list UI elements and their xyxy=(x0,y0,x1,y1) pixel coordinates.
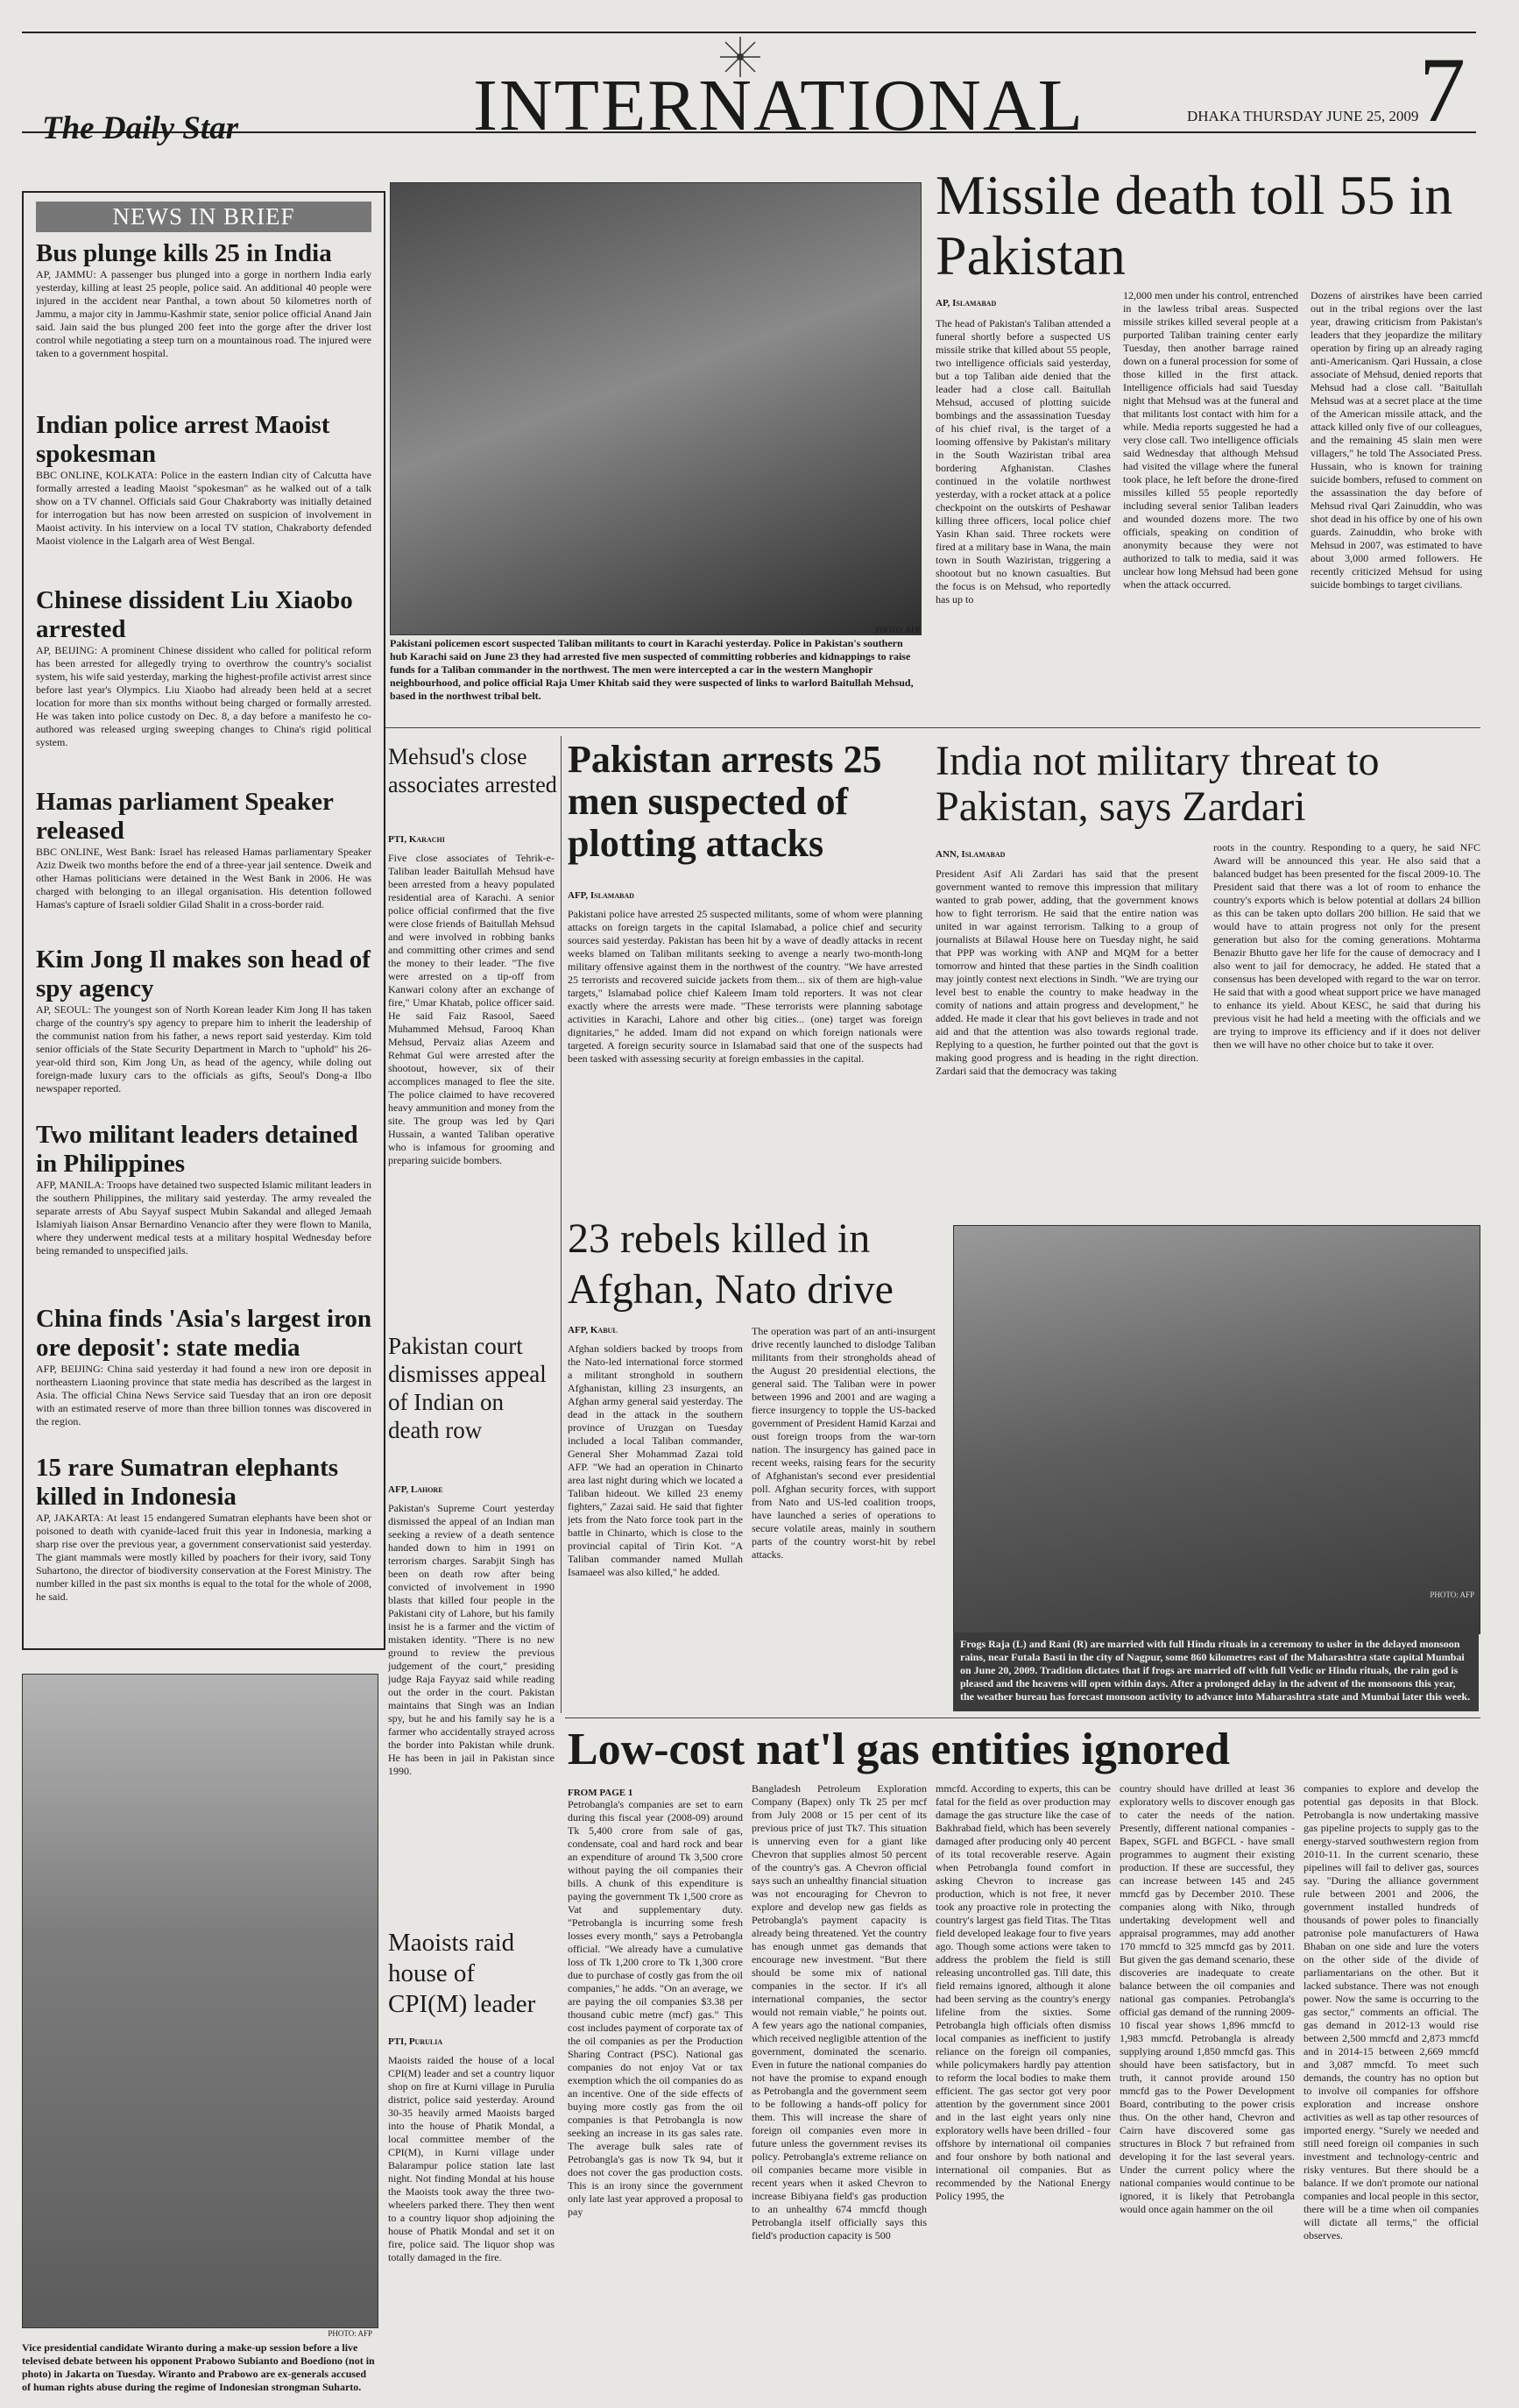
brief-title: Kim Jong Il makes son head of spy agency xyxy=(36,945,371,1002)
brief-item xyxy=(36,411,371,586)
brief-title: China finds 'Asia's largest iron ore deposit': state media xyxy=(36,1305,371,1362)
afghan-col-2: The operation was part of an anti-insurgent drive recently launched to dislodge Taliban militants from their strongholds ahead of the August 20 presidential elections, the general said. The Taliban were in power between 1996 and 2001 and are waging a fierce insurgency to topple the US-backed government of President Hamid Karzai and oust foreign troops from the war-torn nation. The insurgency has gained pace in recent weeks, raising fears for the security of Afghanistan's second ever presidential poll. Afghan security forces, with support from Nato and US-led coalition troops, have launched a series of operations to secure volatile areas, mainly in southern parts of the country worst-hit by rebel attacks. xyxy=(752,1325,936,1561)
gas-col-2: Bangladesh Petroleum Exploration Company (Bapex) only Tk 25 per mcf from July 2008 or 15 per cent of its previous price of just Tk7. This situation is unnerving even for a giant like Chevron that supplies almost 50 percent of the country's gas. A Chevron official says such an unhealthy financial situation was not encouraging for Chevron to explore and develop new gas fields as Petrobangla's payment capacity is already being threatened. Yet the country has enough unmet gas demands that encourage new investment. "But there should be some mix of national companies in the sector. If it's all international companies, the sector would not remain viable," he points out. A few years ago the national companies, which received negligible attention of the government, dominated the scenario. Even in future the national companies do not have the promise to expand enough as Petrobangla and the government seem to be following a hands-off policy for them. This will increase the share of foreign oil companies even more in future unless the government revises its policy. Petrobangla's extreme reliance on oil companies became more visible in recent years when it asked Chevron to increase Bibiyana field's gas production to an unhealthy 674 mmcfd though Petrobangla itself officially says this field's production capacity is 500 xyxy=(752,1782,927,2242)
death-row-headline: Pakistan court dismisses appeal of Indian on death row xyxy=(388,1333,547,1443)
brief-item xyxy=(36,945,371,1121)
gas-kicker: FROM PAGE 1 xyxy=(568,1788,633,1798)
news-in-brief-header: NEWS IN BRIEF xyxy=(36,202,371,232)
karachi-court-photo xyxy=(390,182,922,635)
dateline: DHAKA THURSDAY JUNE 25, 2009 xyxy=(1187,108,1419,124)
page-number: 7 xyxy=(1419,39,1466,141)
brief-item xyxy=(36,788,371,945)
missile-headline: Missile death toll 55 in Pakistan xyxy=(936,164,1453,287)
zardari-col-2: roots in the country. Responding to a query, he said NFC Award will be announced this year. He also said that a balanced budget has been presented for the fiscal 2009-10. The President said that there was a lot of room to enhance the country's exports which is below potential at dollars 24 billion as this can be taken upto dollars 200 billion. He said that we would have to attain progress not only for the present generation but also for the coming generations. Mohtarma Benazir Bhutto gave her life for the cause of democracy and I also went to jail for democracy, he added. He stated that a consensus has been developed with regard to the war on terror. He said that with a good wheat support price we have managed to enhance its yield. About KESC, he said that during his previous visit he had held a meeting with the officials and we are trying to improve its efficiency and if it does not deliver then we will have no other choice but to take it over. xyxy=(1213,841,1480,1051)
gas-col-3: mmcfd. According to experts, this can be fatal for the field as over production may damage the gas structure like the case of Bakhrabad field, which has been severely damaged after producing only 40 percent of its total recoverable reserve. Again when Petrobangla found comfort in asking Chevron to increase gas production, which is not free, it never took any proactive role in protecting the country's largest gas field Titas. The Titas field developed leakage four to five years ago. Though some actions were taken to address the problem the field is still releasing uncontrolled gas. Till date, this field remains ignored, although it alone had been serving as the country's energy lifeline from the sixties. Some Petrobangla high officials often dismiss local companies as inefficient to justify reliance on the foreign oil companies, while policymakers hardly pay attention to reform the local bodies to make them efficient. The gas sector got very poor attention by the government since 2001 and in the last eight years only nine exploratory wells have been drilled - four offshore by international oil companies and four onshore by both national and international oil companies. But as recommended by the National Energy Policy 1995, the xyxy=(936,1782,1111,2202)
gas-headline: Low-cost nat'l gas entities ignored xyxy=(568,1725,1230,1774)
brief-text: AFP, MANILA: Troops have detained two suspected Islamic militant leaders in the southern Philippines, the military said yesterday. The army revealed the separate arrests of Abu Sayyaf suspect Mubin Sakandal and alleged Jemaah Islamiyah liaison Ansar Bernardino Venancio after they were flown to Manila, where they underwent medical tests at a military hospital Wednesday before being remanded to unspecified jails. xyxy=(36,1179,371,1257)
photo-caption: Frogs Raja (L) and Rani (R) are married with full Hindu rituals in a ceremony to usher in the delayed monsoon rains, near Futala Basti in the city of Nagpur, some 860 kilometres east of the Maharashtra state capital Mumbai on June 20, 2009. Tradition dictates that if frogs are married off with full Vedic or Hindu rituals, the rain god is pleased and the heavens will open within days. After a prolonged delay in the advent of the monsoons this year, the weather bureau has forecast monsoon activity to advance into Maharashtra state and Mumbai later this week. xyxy=(953,1632,1479,1711)
mehsud-headline: Mehsud's close associates arrested xyxy=(388,744,557,797)
brief-text: AP, JAKARTA: At least 15 endangered Sumatran elephants have been shot or poisoned to death with cyanide-laced fruit this year in Indonesia, marking a sharp rise over the previous year, a government conservationist said yesterday. The giant mammals were mostly killed by poachers for their ivory, said Tony Suhartono, the director of biodiversity conservation at the Forest Ministry. The number killed in the past six months is equal to the total for the whole of 2008, he said. xyxy=(36,1512,371,1603)
afghan-headline: 23 rebels killed in Afghan, Nato drive xyxy=(568,1215,894,1313)
missile-col-3: Dozens of airstrikes have been carried out in the tribal regions over the last year, drawing criticism from Pakistan's leaders that they jeopardize the military operation by firing up an already raging anti-Americanism. Qari Hussain, a close associate of Mehsud, denied reports that Mehsud had a close call. "Baitullah Mehsud was at a secret place at the time of the American missile attack, and the attack killed only five of our colleagues, and the remaining 45 slain men were villagers," he told The Associated Press. Hussain, who is known for training suicide bombers, refused to comment on the assassination the day before of Mehsud rival Qari Zainuddin, who was shot dead in his office by one of his own guards. Zainuddin, who broke with Mehsud in 2007, was estimated to have about 3,000 armed followers. He recently criticized Mehsud for using suicide bombings to target civilians. xyxy=(1311,289,1482,591)
brief-text: AP, SEOUL: The youngest son of North Korean leader Kim Jong Il has taken charge of the country's spy agency to prepare him to inherit the leadership of the communist nation from his father, a news report said yesterday. Kim told senior officials of the State Security Department in March to "uphold" his 26-year-old third son, Kim Jong Un, as head of the agency, while doling out foreign-made luxury cars to the officials as gifts, Seoul's Dong-a Ilbo newspaper reported. xyxy=(36,1003,371,1094)
pak-arrests-text: Pakistani police have arrested 25 suspected militants, some of whom were planning attacks on foreign targets in the capital Islamabad, a police chief and security sources said yesterday. Pakistan has been hit by a wave of deadly attacks in recent weeks blamed on Taliban militants seeking to avenge a nearly two-month-long military offensive against them in the northwest of the country. "We have arrested 25 terrorists and recovered suicide jackets from them... six of them are high-value targets," Islamabad police chief Kaleem Imam told reporters. It was not clear exactly where the arrests were made. "These terrorists were planning sabotage activities in Karachi, Lahore and other big cities... (one) target was foreign dignitaries," he added. Imam did not expand on which foreign nationals were targeted. A foreign security source in Islamabad said that one of the suspects had been tasked with assessing security at foreign embassies in the capital. xyxy=(568,908,922,1065)
maoists-headline: Maoists raid house of CPI(M) leader xyxy=(388,1929,536,2018)
pak-arrests-byline: AFP, Islamabad xyxy=(568,890,634,901)
gas-col-5: companies to explore and develop the potential gas deposits in that Block. Petrobangla is now undertaking massive gas pipeline projects to supply gas to the energy-starved southwestern region from 2010-11. In the current scenario, these pipelines will fail to deliver gas, sources say. "During the alliance government rule between 2001 and 2006, the government installed hundreds of thousands of power poles to financially patronise pole manufacturers of Hawa Bhaban on one side and lure the voters on the other side of the divide of parliamentarians on the other. But it lacked substance. There was not enough power. Now the same is occurring to the gas sector," comments an official. The gas demand in 2012-13 would rise between 2,500 mmcfd and 2,873 mmcfd and in 2014-15 between 2,669 mmcfd and 3,087 mmcfd. To meet such demands, the country has no option but to involve oil companies for offshore exploration and increase onshore activities as well as tap other resources of imported energy. "Surely we needed and still need foreign oil companies in such investment and technology-centric and risky ventures. But there should be a balance. If we don't promote our national companies and local people in this sector, there will be a time when oil companies will dictate all terms," the official observes. xyxy=(1304,1782,1479,2242)
photo-credit: PHOTO: AFP xyxy=(875,626,920,634)
section-divider xyxy=(565,1717,1480,1718)
brief-item xyxy=(36,586,371,788)
section-title: INTERNATIONAL xyxy=(473,65,1084,146)
gas-col-4: country should have drilled at least 36 exploratory wells to discover enough gas to cater the needs of the nation. Presently, different national companies - Bapex, SGFL and BGFCL - have small programmes to augment their existing production. If these are successful, they can increase between 145 and 245 mmcfd gas by December 2010. These companies along with Niko, through undertaking development well and appraisal programmes, may add another 170 mmcfd to 325 mmcfd gas by 2011. But given the gas demand scenario, these discoveries are inadequate to create balance between the oil companies and national gas companies. Petrobangla's official gas demand of the running 2009-10 fiscal year shows 1,896 mmcfd to 1,983 mmcfd. Petrobangla is already supplying around 1,850 mmcfd gas. This should have been satisfactory, but in truth, it cannot provide around 150 mmcfd gas to the Power Development Board, contributing to the power crisis thus. On the other hand, Chevron and Cairn have discovered some gas structures in Block 7 but refrained from developing it for the last several years. Under the current policy where the national companies would continue to be ignored, it is likely that Petrobangla would once again hammer on the oil xyxy=(1120,1782,1295,2215)
brief-item xyxy=(36,239,371,411)
maoists-byline: PTI, Purulia xyxy=(388,2036,443,2047)
photo-credit: PHOTO: AFP xyxy=(328,2329,372,2338)
missile-byline: AP, Islamabad xyxy=(936,298,997,308)
gas-col-1: Petrobangla's companies are set to earn during this fiscal year (2008-09) around Tk 5,400 crore from sale of gas, condensate, coal and hard rock and bear an expenditure of around Tk 3,500 crore without paying the oil companies their bills. A chunk of this expenditure is paying the government Tk 1,500 crore as Vat and supplementary duty. "Petrobangla is incurring some fresh losses every month," says a Petrobangla official. "We already have a cumulative loss of Tk 1,200 crore to Tk 1,300 crore due to purchase of costly gas from the oil companies," he adds. "On an average, we are paying the oil companies $3.38 per thousand cubic metre (mcf) gas." This cost includes payment of corporate tax of the oil companies as per the Production Sharing Contract (PSC). National gas companies do not enjoy Vat or tax exemption which the oil companies do as an incentive. One of the side effects of buying more costly gas from the oil companies is that Petrobangla is now seeking an increase in its gas sales rate. The average bulk sales rate of Petrobangla's gas is now Tk 94, but it does not cover the gas production costs. This is an irony since the government only late last year approved a proposal to pay xyxy=(568,1798,743,2218)
wiranto-makeup-photo xyxy=(22,1674,378,2328)
brief-text: BBC ONLINE, KOLKATA: Police in the eastern Indian city of Calcutta have formally arrested a leading Maoist "spokesman" as he walked out of a talk show on a TV channel. Officials said Gour Chakraborty was initially detained for interrogation but has now been arrested on suspicion of involvement in Maoist activity. In his interview on a local TV station, Chakraborty defended Maoist violence in the Lalgarh area of West Bengal. xyxy=(36,469,371,547)
newspaper-logo: The Daily Star xyxy=(42,110,239,146)
brief-title: Bus plunge kills 25 in India xyxy=(36,239,332,267)
missile-col-1: The head of Pakistan's Taliban attended a funeral shortly before a suspected US missile strike that killed about 55 people, two intelligence officials said yesterday, but a top Taliban aide denied that the leader had a close call. Baitullah Mehsud, accused of plotting suicide bombings and the assassination Tuesday of his chief rival, is the target of a looming offensive by Pakistan's military in the South Waziristan tribal area bordering Afghanistan. Clashes continued in the volatile northwest yesterday, with a rocket attack at a police checkpoint on the outskirts of Peshawar killing three officers, local police chief Yasin Khan said. Three rockets were fired at a military base in Wana, the main town in South Waziristan, triggering a shootout but no known casualties. But the focus is on Mehsud, who reportedly has up to xyxy=(936,317,1111,606)
pak-arrests-headline: Pakistan arrests 25 men suspected of plotting attacks xyxy=(568,738,882,865)
brief-item xyxy=(36,1454,371,1629)
death-row-text: Pakistan's Supreme Court yesterday dismissed the appeal of an Indian man seeking a review of a death sentence handed down to him in 1991 on terrorism charges. Sarabjit Singh has been on death row after being convicted of involvement in 1990 blasts that killed four people in the Pakistani city of Lahore, but his family insist he is a farmer and the victim of mistaken identity. "There is no new ground to review the previous judgement of the court," presiding judge Raja Fayyaz said while reading out the order in the court. Pakistan maintains that Singh was an Indian spy, but he and his family say he is a farmer who accidentally strayed across the border into Pakistan while drunk. He has been in jail in Pakistan since 1990. xyxy=(388,1502,555,1777)
afghan-byline: AFP, Kabul xyxy=(568,1325,618,1335)
section-divider xyxy=(385,727,1480,728)
brief-title: Indian police arrest Maoist spokesman xyxy=(36,411,330,468)
top-rule xyxy=(22,32,1476,33)
brief-text: AP, JAMMU: A passenger bus plunged into a gorge in northern India early yesterday, killing at least 25 people, police said. An additional 40 people were injured in the accident near Panthal, a town about 50 kilometres north of Jammu, a major city in Jammu-Kashmir state, senior police official Anand Jain said. Jain said the bus plunged 200 feet into the gorge after the driver lost control while negotiating a steep turn on a mountainous road. The injured were taken to a government hospital. xyxy=(36,268,371,359)
afghan-col-1: Afghan soldiers backed by troops from the Nato-led international force stormed a militant stronghold in southern Afghanistan, killing 23 insurgents, an Afghan army general said yesterday. The dead in the attack in the southern province of Uruzgan on Tuesday included a local Taliban commander, General Sher Mohammad Zazai told AFP. "We had an operation in Chinarto area last night during which we located a Taliban hideout. We killed 23 enemy fighters," Zazai said. He said that fighter jets from the Nato force took part in the battle in Chinarto, which is close to the provincial capital of Tirin Kot. "A Taliban commander named Mullah Isamaeel was also killed," he added. xyxy=(568,1342,743,1578)
brief-text: AP, BEIJING: A prominent Chinese dissident who called for political reform has been arrested for allegedly trying to overthrow the country's socialist system, his wife said yesterday, marking the highest-profile activist arrest since before last year's Olympics. Liu Xiaobo had already been held at a secret location for more than six months without being charged or formally arrested. He was taken into police custody on Dec. 8, a day before a manifesto he co-authored was released urging sweeping changes to China's rigid political system. xyxy=(36,644,371,748)
zardari-byline: ANN, Islamabad xyxy=(936,849,1006,860)
brief-title: Hamas parliament Speaker released xyxy=(36,788,334,845)
photo-credit: PHOTO: AFP xyxy=(1430,1590,1474,1599)
maoists-text: Maoists raided the house of a local CPI(M) leader and set a country liquor shop on fire at Kurni village in Purulia district, police said yesterday. Around 30-35 heavily armed Maoists barged into the house of Phatik Mondal, a local committee member of the CPI(M), in Kurni village under Balarampur police station late last night. Not finding Mondal at his house the Maoists took away the three two-wheelers parked there. They then went to a country liquor shop adjoining the house of Phatik Mondal and set it on fire, police said. The liquor shop was totally damaged in the fire. xyxy=(388,2054,555,2263)
column-rule xyxy=(561,736,562,1713)
zardari-headline: India not military threat to Pakistan, says Zardari xyxy=(936,738,1380,830)
brief-text: BBC ONLINE, West Bank: Israel has released Hamas parliamentary Speaker Aziz Dweik two months before the end of a three-year jail sentence. Dweik and other Hamas politicians were detained in the West Bank in 2006. He was charged with belonging to an illegal organisation. His detention followed Hamas's capture of Israeli soldier Gilad Shalit in a cross-border raid. xyxy=(36,846,371,910)
brief-item xyxy=(36,1121,371,1305)
photo-caption: Vice presidential candidate Wiranto during a make-up session before a live televised debate between his opponent Prabowo Subianto and Boediono (not in photo) in Jakarta on Tuesday. Wiranto and Prabowo are ex-generals accused of human rights abuse during the regime of Indonesian strongman Suharto. xyxy=(22,2341,375,2393)
brief-item xyxy=(36,1305,371,1454)
news-in-brief-box xyxy=(22,191,385,1650)
photo-caption: Pakistani policemen escort suspected Taliban militants to court in Karachi yesterday. Police in Pakistan's southern hub Karachi said on June 23 they had arrested five men suspected of committing robberies and kidnappings to raise funds for a Taliban commander in the northwest. The men were intercepted a car in the western Manghopir neighbourhood, and police official Raja Umer Khitab said they were suspected of links to warlord Baitullah Mehsud, based in the northwest tribal belt. xyxy=(390,637,914,702)
brief-title: Chinese dissident Liu Xiaobo arrested xyxy=(36,586,353,643)
death-row-byline: AFP, Lahore xyxy=(388,1484,443,1495)
brief-title: Two militant leaders detained in Philippines xyxy=(36,1121,358,1178)
brief-text: AFP, BEIJING: China said yesterday it had found a new iron ore deposit in northeastern Liaoning province that state media has described as the largest in Asia. The official China News Service said Tuesday that an iron ore deposit with an estimated reserve of more than three billion tonnes was discovered in the region. xyxy=(36,1363,371,1427)
zardari-col-1: President Asif Ali Zardari has said that the present government wanted to remove this impression that military wanted to grab power, adding, that the government knows how to fight terrorism. He said that the entire nation was united in war against terrorism. Talking to a group of journalists at Bilawal House here on Tuesday night, he said that PPP was working with ANP and MQM for a better tomorrow and hinted that these parties in the Sindh coalition may jointly contest next elections in Sindh. "We are trying our level best to enable the country to make headway in the comity of nations and attain progress and development," he added. He made it clear that his govt believes in trade and not aid and that the attention was also towards regional trade. Replying to a question, he further pointed out that the govt is making good progress and is heading in the right direction. Zardari said that the democracy was taking xyxy=(936,868,1198,1077)
mehsud-text: Five close associates of Tehrik-e-Taliban leader Baitullah Mehsud have been arrested from a heavy populated residential area of Karachi. A senior police official confirmed that the five were close friends of Baitullah Mehsud and were involved in robbing banks and committing other crimes and send the money to their leader. "The five were arrested on a tip-off from Kanwari colony after an exchange of fire," Umar Khatab, police officer said. He said Faiz Rasool, Saeed Muhammed Mehsud, Farooq Khan Mehsud, Pervaiz alias Azeem and Rehmat Gul were arrested after the shootout, however, six of their accomplices managed to flee the site. The police claimed to have recovered heavy ammunition and money from the site. The group was led by Qari Hussain, a wanted Taliban operative who is infamous for grooming and preparing suicide bombers. xyxy=(388,852,555,1166)
brief-title: 15 rare Sumatran elephants killed in Indonesia xyxy=(36,1454,339,1511)
mehsud-byline: PTI, Karachi xyxy=(388,834,445,845)
missile-col-2: 12,000 men under his control, entrenched in the lawless tribal areas. Suspected missile strikes killed several people at a purported Taliban training center early Tuesday, then another barrage rained down on a funeral procession for some of those killed in the first attack. Intelligence officials had said Tuesday night that Mehsud was at the funeral and that militants lost contact with him for a while. Media reports suggested he had a very close call. Two intelligence officials said Wednesday that although Mehsud had visited the village where the funeral took place, he left before the drone-fired missiles killed 55 people reportedly including several senior Taliban leaders and wounded dozens more. The two officials, speaking on condition of anonymity because they were not authorized to talk to media, said it was unclear how long Mehsud had been gone when the attack occurred. xyxy=(1123,289,1298,591)
frog-wedding-photo xyxy=(953,1225,1480,1634)
